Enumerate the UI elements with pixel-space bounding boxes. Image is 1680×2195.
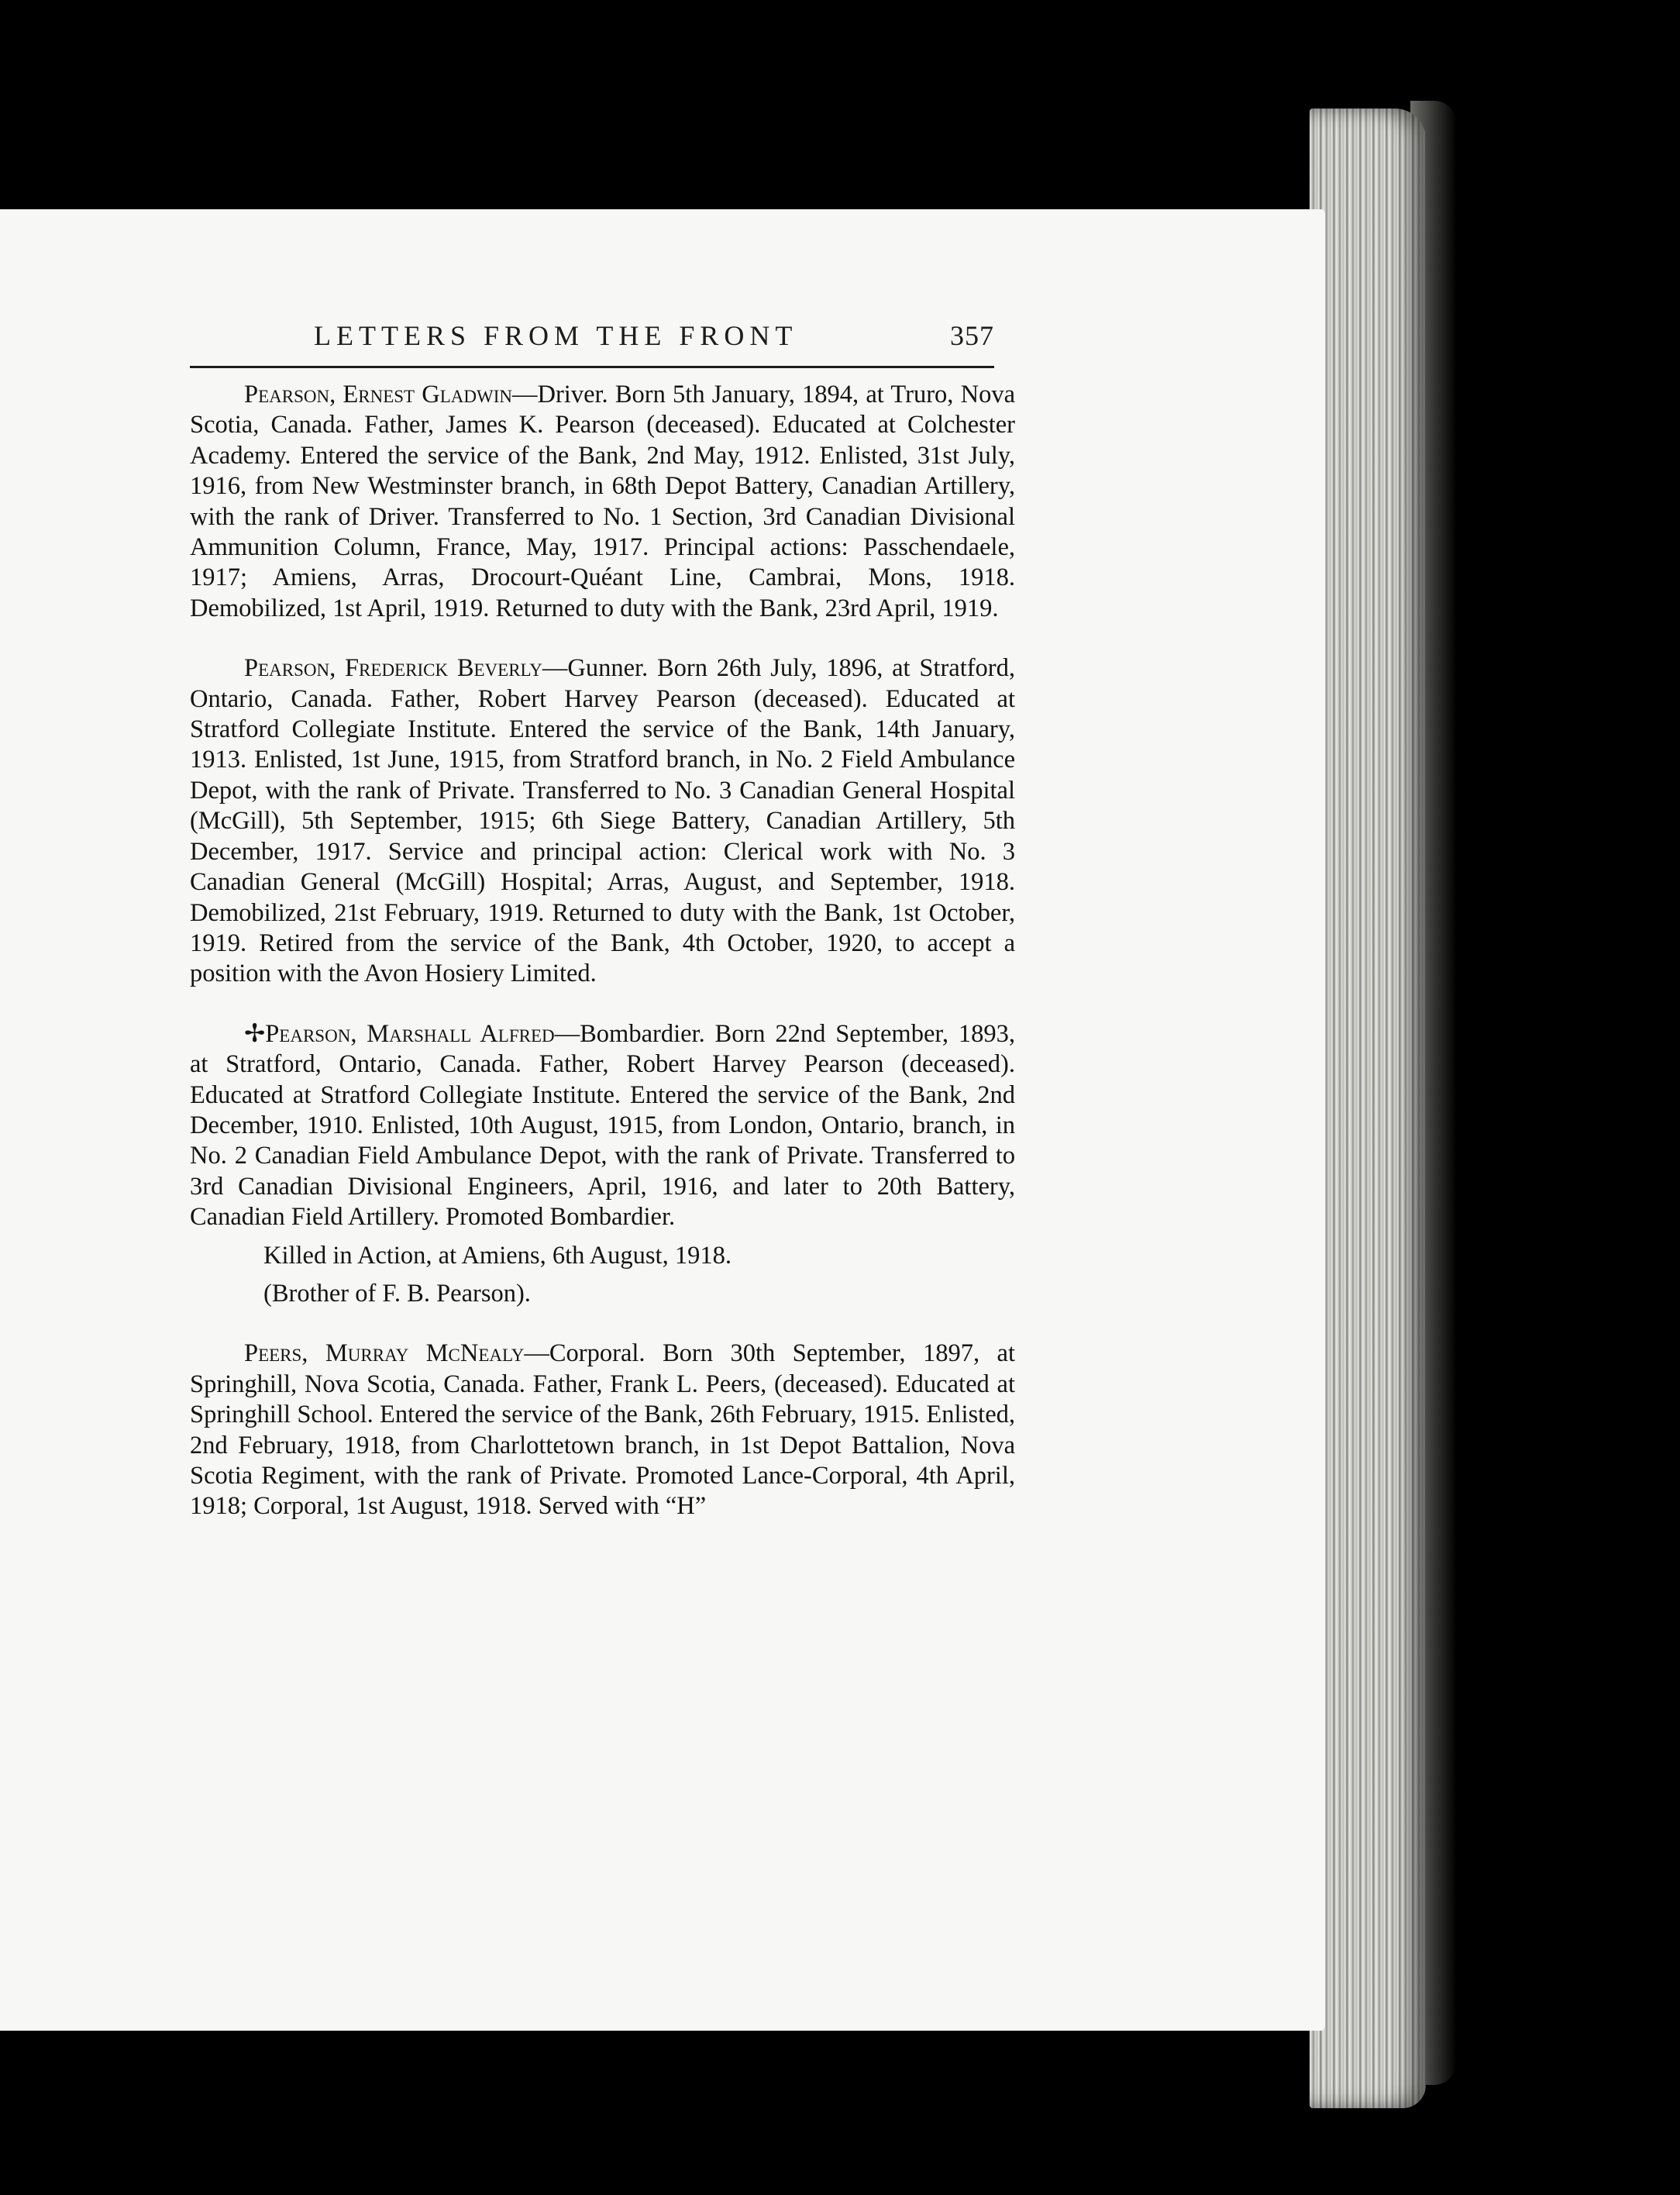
entry-peers-murray <box>190 1339 1015 1521</box>
entry-text: —Bombardier. Born 22nd September, 1893, at Stratford, Ontario, Canada. Father, Robert Harvey Pearson (deceased). Educated at Stratford Collegiate Institute. Entered the service of the Bank, 2nd December, 1910. Enlisted, 10th August, 1915, from London, Ontario, branch, in No. 2 Canadian Field Ambulance Depot, with the rank of Private. Transferred to 3rd Canadian Divisional Engineers, April, 1916, and later to 20th Battery, Canadian Field Artillery. Promoted Bombardier. <box>190 1019 1016 1232</box>
page-edges <box>1310 109 1426 2108</box>
entry-pearson-ernest <box>190 380 1015 624</box>
page-number: 357 <box>950 320 994 351</box>
entry-text: —Gunner. Born 26th July, 1896, at Stratford, Ontario, Canada. Father, Robert Harvey Pearson (deceased). Educated at Stratford Collegiate Institute. Entered the service of the Bank, 14th January, 1913. Enlisted, 1st June, 1915, from Stratford branch, in No. 2 Field Ambulance Depot, with the rank of Private. Transferred to No. 3 Canadian General Hospital (McGill), 5th September, 1915; 6th Siege Battery, Canadian Artillery, 5th December, 1917. Service and principal action: Clerical work with No. 3 Canadian General (McGill) Hospital; Arras, August, and September, 1918. Demobilized, 21st February, 1919. Returned to duty with the Bank, 1st October, 1919. Retired from the service of the Bank, 4th October, 1920, to accept a position with the Avon Hosiery Limited. <box>190 654 1015 988</box>
entry-text: —Corporal. Born 30th September, 1897, at Springhill, Nova Scotia, Canada. Father, Frank L. Peers, (deceased). Educated at Springhill School. Entered the service of the Bank, 26th February, 1915. Enlisted, 2nd February, 1918, from Charlottetown branch, in 1st Depot Battalion, Nova Scotia Regiment, with the rank of Private. Promoted Lance-Corporal, 4th April, 1918; Corporal, 1st August, 1918. Served with “H” <box>190 1339 1015 1521</box>
running-title: LETTERS FROM THE FRONT <box>314 320 798 351</box>
killed-in-action-note: Killed in Action, at Amiens, 6th August, 1918. <box>263 1241 732 1270</box>
entry-text: —Driver. Born 5th January, 1894, at Truro, Nova Scotia, Canada. Father, James K. Pearson (deceased). Educated at Colchester Academy. Entered the service of the Bank, 2nd May, 1912. Enlisted, 31st July, 1916, from New Westminster branch, in 68th Depot Battery, Canadian Artillery, with the rank of Driver. Transferred to No. 1 Section, 3rd Canadian Divisional Ammunition Column, France, May, 1917. Principal actions: Passchendaele, 1917; Amiens, Arras, Drocourt-Quéant Line, Cambrai, Mons, 1918. Demobilized, 1st April, 1919. Returned to duty with the Bank, 23rd April, 1919. <box>190 381 1015 622</box>
entry-name: ✢Pearson, Marshall Alfred <box>244 1019 555 1048</box>
body-text <box>190 380 1015 1552</box>
header-rule <box>190 366 994 368</box>
entry-name: Pearson, Frederick Beverly <box>244 654 542 683</box>
entry-pearson-frederick <box>190 653 1015 989</box>
running-head <box>190 319 994 366</box>
entry-name: Peers, Murray McNealy <box>244 1339 525 1368</box>
entry-name: Pearson, Ernest Gladwin <box>244 381 513 408</box>
brother-note: (Brother of F. B. Pearson). <box>263 1279 531 1308</box>
entry-pearson-marshall <box>190 1019 1015 1233</box>
